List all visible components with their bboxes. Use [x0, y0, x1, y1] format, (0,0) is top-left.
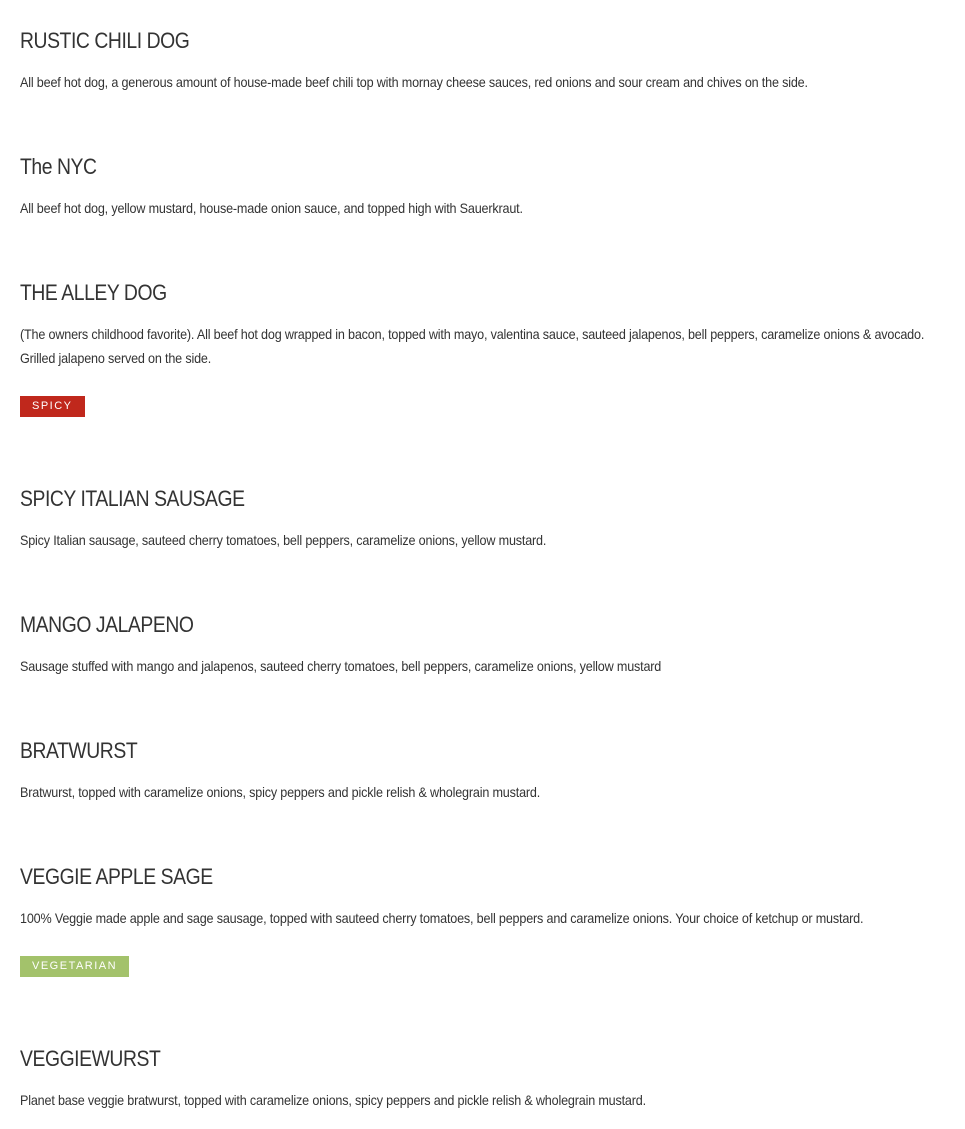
menu-item-description: All beef hot dog, yellow mustard, house-made onion sauce, and topped high with Sauerkraut.	[20, 200, 523, 216]
menu-item-description: Bratwurst, topped with caramelize onions, spicy peppers and pickle relish & wholegrain mustard.	[20, 784, 541, 800]
menu-item-title: SPICY ITALIAN SAUSAGE	[20, 486, 245, 511]
menu-item-description: All beef hot dog, a generous amount of house-made beef chili top with mornay cheese sauces, red onions and sour cream and chives on the side.	[20, 74, 808, 90]
menu-item-rustic-chili-dog	[20, 28, 945, 90]
menu-item-title: VEGGIE APPLE SAGE	[20, 864, 213, 889]
menu-item-veggie-apple-sage	[20, 864, 945, 972]
menu-item-the-nyc	[20, 154, 945, 216]
menu-item-description: (The owners childhood favorite). All beef hot dog wrapped in bacon, topped with mayo, valentina sauce, sauteed jalapenos, bell peppers, caramelize onions & avocado. Grilled jalapeno served on the side.	[20, 326, 925, 366]
menu-item-description: Planet base veggie bratwurst, topped with caramelize onions, spicy peppers and pickle relish & wholegrain mustard.	[20, 1092, 646, 1108]
menu-item-description: Spicy Italian sausage, sauteed cherry tomatoes, bell peppers, caramelize onions, yellow mustard.	[20, 532, 547, 548]
menu-item-title: RUSTIC CHILI DOG	[20, 28, 190, 53]
menu-item-the-alley-dog	[20, 280, 945, 412]
menu-item-description: 100% Veggie made apple and sage sausage, topped with sauteed cherry tomatoes, bell peppers and caramelize onions. Your choice of ketchup or mustard.	[20, 910, 864, 926]
menu-item-title: BRATWURST	[20, 738, 138, 763]
menu-item-title: THE ALLEY DOG	[20, 280, 167, 305]
menu-item-mango-jalapeno	[20, 612, 945, 674]
menu-item-veggiewurst	[20, 1046, 945, 1108]
menu-item-title: VEGGIEWURST	[20, 1046, 161, 1071]
menu-item-bratwurst	[20, 738, 945, 800]
vegetarian-badge: VEGETARIAN	[20, 956, 129, 977]
menu-item-title: The NYC	[20, 154, 97, 179]
menu-item-title: MANGO JALAPENO	[20, 612, 194, 637]
spicy-badge: SPICY	[20, 396, 85, 417]
menu-item-description: Sausage stuffed with mango and jalapenos, sauteed cherry tomatoes, bell peppers, caramelize onions, yellow mustard	[20, 658, 662, 674]
menu-item-spicy-italian-sausage	[20, 486, 945, 548]
